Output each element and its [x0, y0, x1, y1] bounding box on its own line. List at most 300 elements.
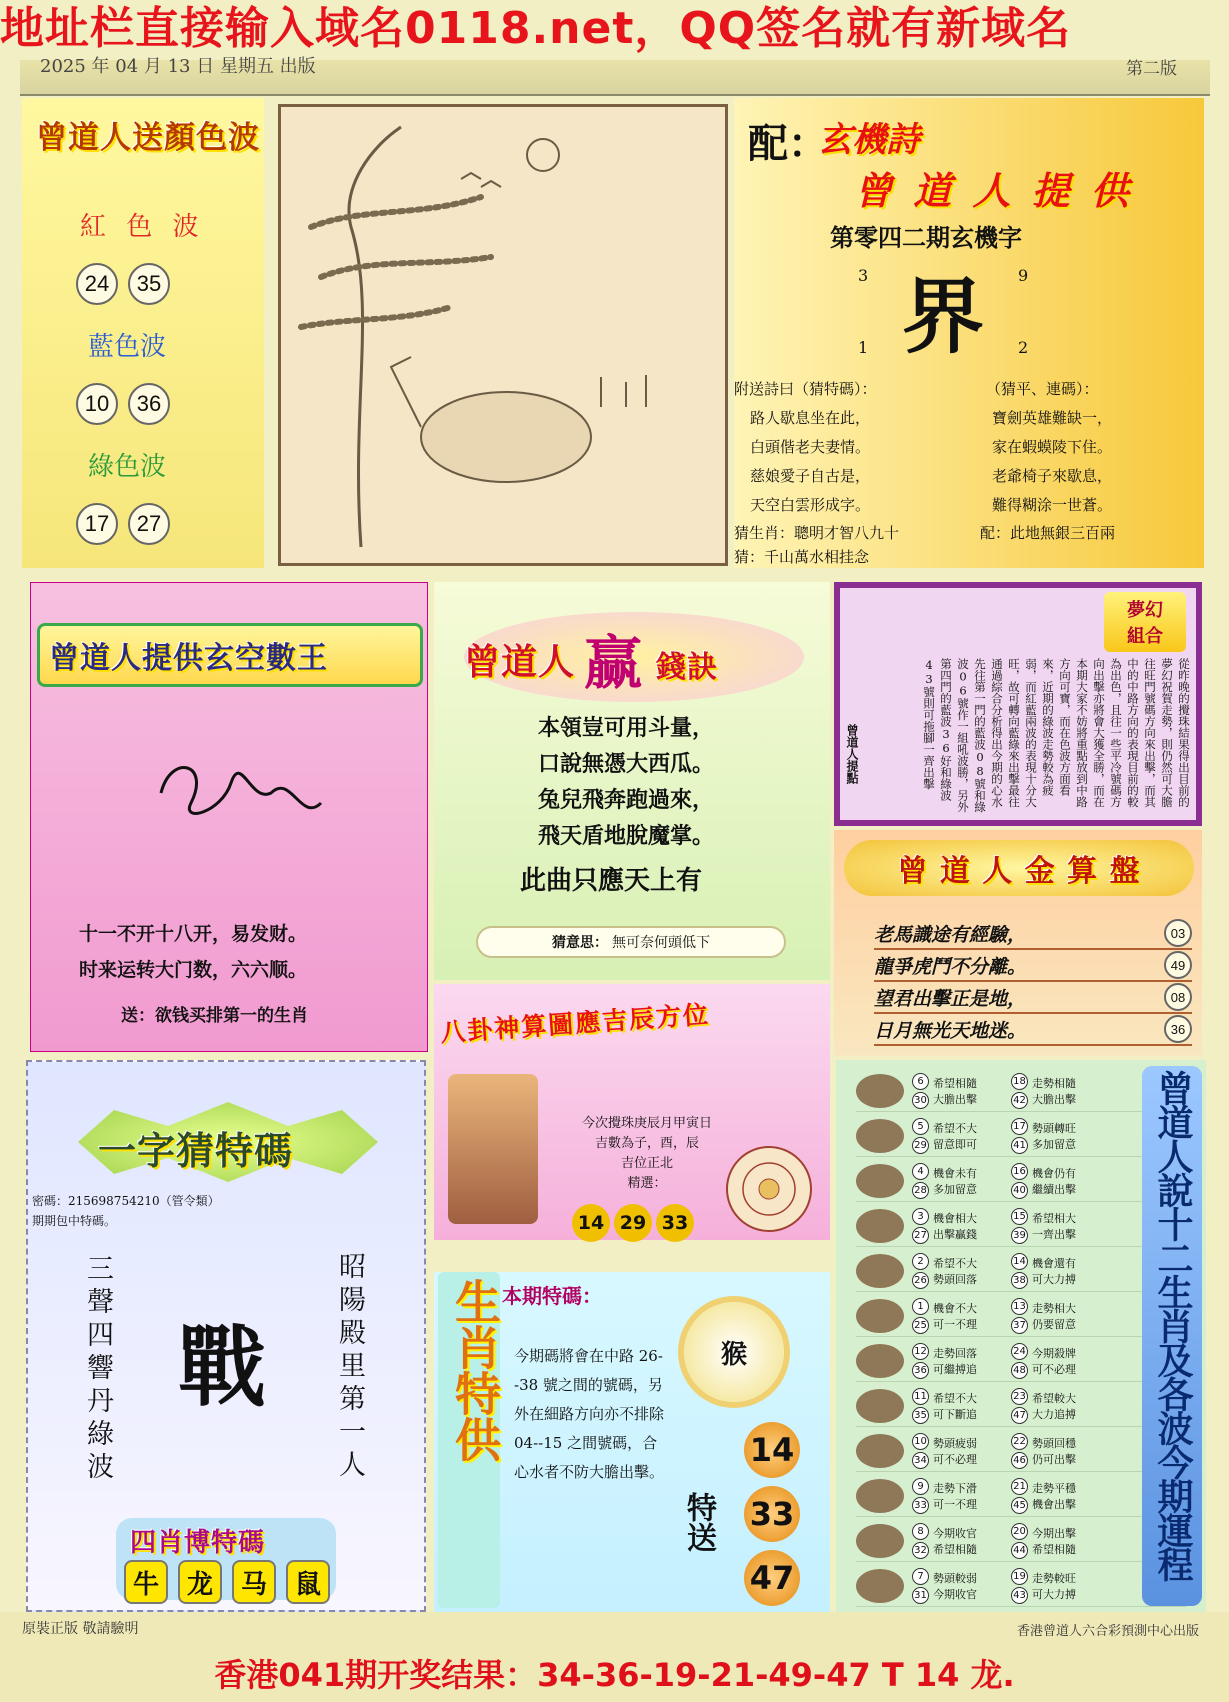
green-wave-label: 綠色波 [88, 452, 167, 482]
blue-wave-numbers [76, 383, 170, 425]
pick-ball: 14 [572, 1204, 610, 1242]
zodiac-nums [912, 1522, 929, 1560]
guess-panel [26, 1060, 426, 1612]
poem-right [992, 404, 1112, 520]
pei-line: 配：此地無銀三百兩 [980, 524, 1116, 542]
badge-line: 夢幻 [1127, 600, 1163, 621]
zodiac-text: 仍可出擊 [1032, 1452, 1076, 1466]
zodiac-row [856, 1250, 1186, 1292]
bagua-panel [434, 984, 830, 1240]
zodiac-box: 鼠 [286, 1560, 330, 1604]
zodiac-comment [933, 1570, 1003, 1602]
zodiac-nums [1011, 1522, 1028, 1560]
zodiac-nums [912, 1477, 929, 1515]
signature-icon [151, 733, 331, 843]
suanpan-text: 老馬識途有經驗， [874, 923, 1027, 946]
zodiac-num: 43 [1011, 1587, 1028, 1604]
zodiac-nums [1011, 1117, 1028, 1155]
zodiac-text: 機會還有 [1032, 1256, 1076, 1270]
pine-branches-icon [301, 197, 491, 327]
zodiac-text: 留意即可 [933, 1137, 977, 1151]
guess-zodiac: 猜生肖：聰明才智八九十 [734, 524, 900, 542]
yingqian-hint-box [476, 926, 786, 958]
zodiac-text: 可下斷追 [933, 1407, 977, 1421]
zodiac-comment [933, 1390, 1003, 1422]
zodiac-row [856, 1115, 1186, 1157]
special-ball: 33 [744, 1486, 800, 1542]
poem-left [750, 404, 870, 520]
suanpan-row [874, 982, 1192, 1014]
zodiac-text: 今期收官 [933, 1526, 977, 1540]
poem-line: 白頭偕老夫妻情。 [750, 438, 871, 456]
kongshu-panel [30, 582, 428, 1052]
special-ball: 47 [744, 1550, 800, 1606]
zodiac-box: 龙 [178, 1560, 222, 1604]
yingqian-poem [538, 710, 714, 854]
tree-trunk-icon [349, 127, 401, 547]
zodiac-nums [912, 1297, 929, 1335]
zodiac-box: 马 [232, 1560, 276, 1604]
guess-sub: 期期包中特碼。 [32, 1214, 117, 1228]
suanpan-rows [874, 918, 1192, 1046]
zodiac-nums [912, 1432, 929, 1470]
zodiac-num: 1 [912, 1298, 929, 1315]
kongshu-title: 曾道人提供玄空數王 [49, 641, 328, 676]
zodiac-num: 10 [912, 1433, 929, 1450]
poem-line: 老爺椅子來歇息， [992, 467, 1113, 485]
zodiac-num: 28 [912, 1182, 929, 1199]
zodiac-nums [912, 1162, 929, 1200]
corner-num-br: 2 [1018, 338, 1029, 357]
zodiac-text: 今期殺牌 [1032, 1346, 1076, 1360]
zodiac-comment [933, 1300, 1003, 1332]
zodiac-num: 38 [1011, 1272, 1028, 1289]
zodiac-num: 39 [1011, 1227, 1028, 1244]
zodiac-animal-icon [856, 1434, 904, 1468]
zodiac-animal-icon [856, 1479, 904, 1513]
kongshu-line3: 送：欲钱买排第一的生肖 [121, 1006, 308, 1026]
zodiac-nums [1011, 1207, 1028, 1245]
zodiac-text: 繼續出擊 [1032, 1182, 1076, 1196]
shengxiao-panel [434, 1272, 830, 1612]
zodiac-text: 希望相隨 [1032, 1542, 1076, 1556]
zodiac-num: 37 [1011, 1317, 1028, 1334]
zodiac-comment [1032, 1255, 1102, 1287]
zodiac-nums [1011, 1297, 1028, 1335]
zodiac-text: 今期出擊 [1032, 1526, 1076, 1540]
zodiac-text: 仍要留意 [1032, 1317, 1076, 1331]
zodiac-text: 希望相大 [1032, 1211, 1076, 1225]
zodiac-num: 35 [912, 1407, 929, 1424]
number-ball: 08 [1164, 983, 1192, 1011]
zodiac-num: 30 [912, 1092, 929, 1109]
guess-title: 一字猜特碼 [98, 1129, 294, 1173]
zodiac-text: 一齊出擊 [1032, 1227, 1076, 1241]
zodiac-comment [1032, 1075, 1102, 1107]
ink-painting [278, 104, 728, 566]
zodiac-text: 希望不大 [933, 1256, 977, 1270]
zodiac-row [856, 1295, 1186, 1337]
zodiac-text: 希望不大 [933, 1121, 977, 1135]
zodiac-num: 12 [912, 1343, 929, 1360]
zodiac-comment [933, 1255, 1003, 1287]
zodiac-text: 可大力搏 [1032, 1272, 1076, 1286]
zodiac-comment [1032, 1300, 1102, 1332]
shengxiao-balls [744, 1422, 800, 1614]
zodiac-animal-icon [856, 1209, 904, 1243]
zodiac-text: 走勢相隨 [1032, 1076, 1076, 1090]
number-ball: 49 [1164, 951, 1192, 979]
corner-num-bl: 1 [858, 338, 869, 357]
poem-line: 家在蝦蟆陵下住。 [992, 438, 1113, 456]
zodiac-comment [1032, 1435, 1102, 1467]
zodiac-text: 機會仍有 [1032, 1166, 1076, 1180]
zodiac-num: 7 [912, 1568, 929, 1585]
zodiac-num: 42 [1011, 1092, 1028, 1109]
zodiac-num: 9 [912, 1478, 929, 1495]
bagua-title: 八卦神算圖應吉辰方位 [439, 999, 711, 1048]
red-wave-label: 紅 色 波 [80, 212, 205, 242]
zodiac-text: 機會不大 [933, 1301, 977, 1315]
zodiac-num: 47 [1011, 1407, 1028, 1424]
guess-left-riddle: 三聲四響丹綠波 [82, 1254, 113, 1485]
zodiac-animal-icon [856, 1569, 904, 1603]
zodiac-animal-icon [856, 1119, 904, 1153]
zodiac-num: 34 [912, 1452, 929, 1469]
zodiac-comment [933, 1210, 1003, 1242]
xuanji-panel [734, 98, 1204, 568]
zodiac-num: 23 [1011, 1388, 1028, 1405]
zodiac-row [856, 1475, 1186, 1517]
zodiac-nums [912, 1387, 929, 1425]
zodiac-text: 希望相隨 [933, 1076, 977, 1090]
zodiac-text: 走勢相大 [1032, 1301, 1076, 1315]
publish-date: 2025 年 04 月 13 日 星期五 出版 [40, 56, 316, 77]
zodiac-nums [1011, 1432, 1028, 1470]
corner-num-tl: 3 [858, 266, 869, 285]
zodiac-text: 出擊贏錢 [933, 1227, 977, 1241]
special-animal: 猴 [684, 1302, 784, 1402]
zodiac-animal-icon [856, 1299, 904, 1333]
zodiac-animal-icon [856, 1254, 904, 1288]
poem-line: 寶劍英雄難缺一， [992, 409, 1113, 427]
guess-code: 密碼：215698754210（管令類） [32, 1194, 220, 1208]
zodiac-text: 走勢回落 [933, 1346, 977, 1360]
corner-num-tr: 9 [1018, 266, 1029, 285]
suanpan-row [874, 950, 1192, 982]
zodiac-comment [1032, 1210, 1102, 1242]
poem-line: 路人歇息坐在此， [750, 409, 871, 427]
zodiac-text: 可大力搏 [1032, 1587, 1076, 1601]
zodiac-nums [912, 1252, 929, 1290]
zodiac-nums [1011, 1072, 1028, 1110]
suanpan-panel [834, 830, 1202, 1056]
reeds-icon [601, 375, 646, 407]
zodiac-num: 22 [1011, 1433, 1028, 1450]
number-ball: 03 [1164, 919, 1192, 947]
draw-result: 香港041期开奖结果：34-36-19-21-49-47 T 14 龙. [214, 1656, 1015, 1694]
zodiac-comment [1032, 1120, 1102, 1152]
combo-credit: 曾道人提點 [845, 724, 859, 784]
badge-line: 組合 [1127, 626, 1163, 647]
pei-label: 配： [748, 120, 828, 167]
zodiac-comment [933, 1435, 1003, 1467]
bagua-text [562, 1114, 732, 1194]
zodiac-nums [912, 1567, 929, 1605]
pick-label: 精選： [627, 1176, 667, 1191]
poem-line: 口說無憑大西瓜。 [538, 751, 715, 777]
zodiac-nums [1011, 1342, 1028, 1380]
zodiac-row [856, 1160, 1186, 1202]
zodiac-num: 17 [1011, 1118, 1028, 1135]
poem-right-head: （猜平、連碼）： [986, 380, 1099, 398]
zodiac-num: 6 [912, 1073, 929, 1090]
zodiac-num: 40 [1011, 1182, 1028, 1199]
zodiac-num: 41 [1011, 1137, 1028, 1154]
yingqian-panel [434, 582, 830, 980]
kongshu-line1: 十一不开十八开，易发财。 [79, 923, 308, 945]
blue-wave-label: 藍色波 [88, 332, 167, 362]
zodiac-text: 勢頭轉旺 [1032, 1121, 1076, 1135]
bagua-line: 吉數為子，酉，辰 [594, 1136, 699, 1151]
footer-right: 香港曾道人六合彩預測中心出版 [1016, 1624, 1199, 1639]
zodiac-animal-icon [856, 1524, 904, 1558]
zodiac-text: 希望較大 [1032, 1391, 1076, 1405]
zodiac-row [856, 1430, 1186, 1472]
kongshu-line2: 时来运转大门数，六六顺。 [79, 959, 308, 981]
zodiac-comment [1032, 1165, 1102, 1197]
zodiac-num: 3 [912, 1208, 929, 1225]
zodiac-animal-icon [856, 1164, 904, 1198]
zodiac-text: 可一不理 [933, 1317, 977, 1331]
zodiac-num: 24 [1011, 1343, 1028, 1360]
zodiac-num: 15 [1011, 1208, 1028, 1225]
zodiac-num: 33 [912, 1497, 929, 1514]
yingqian-title-a: 曾道人 [464, 642, 576, 683]
bagua-picks [572, 1204, 694, 1242]
yingqian-title-b: 赢 [584, 629, 643, 697]
color-wave-title: 曾道人送顏色波 [36, 120, 260, 156]
zodiac-nums [912, 1072, 929, 1110]
poem-left-head: 附送詩曰（猜特碼）： [734, 380, 877, 398]
suanpan-row [874, 1014, 1192, 1046]
zodiac-panel [836, 1060, 1206, 1612]
zodiac-nums [1011, 1567, 1028, 1605]
zodiac-text: 今期收官 [933, 1587, 977, 1601]
zodiac-row [856, 1385, 1186, 1427]
zodiac-num: 26 [912, 1272, 929, 1289]
poem-line: 慈娘愛子自古是， [750, 467, 871, 485]
zodiac-side-title: 曾道人說十二生肖及各波今期運程 [1152, 1070, 1193, 1580]
general-on-horse-icon [448, 1074, 538, 1224]
four-zodiac-title: 四肖博特碼 [130, 1528, 266, 1558]
zodiac-num: 13 [1011, 1298, 1028, 1315]
zodiac-text: 希望不大 [933, 1391, 977, 1405]
moon-icon [527, 139, 559, 171]
zodiac-nums [1011, 1387, 1028, 1425]
zodiac-comment [1032, 1480, 1102, 1512]
pick-ball: 33 [656, 1204, 694, 1242]
zodiac-animal-icon [856, 1074, 904, 1108]
zodiac-text: 走勢較旺 [1032, 1571, 1076, 1585]
zodiac-comment [1032, 1570, 1102, 1602]
zodiac-num: 21 [1011, 1478, 1028, 1495]
shengxiao-send: 特送 [681, 1492, 716, 1552]
red-wave-numbers [76, 263, 170, 305]
zodiac-num: 48 [1011, 1362, 1028, 1379]
zodiac-text: 可不必理 [1032, 1362, 1076, 1376]
zodiac-text: 勢頭較弱 [933, 1571, 977, 1585]
shengxiao-title: 生肖特供 [448, 1278, 502, 1462]
number-ball: 27 [128, 503, 170, 545]
guess-character: 戰 [178, 1315, 267, 1419]
sheep-icon [421, 392, 591, 482]
suanpan-text: 日月無光天地迷。 [874, 1019, 1027, 1042]
bagua-line: 今次攪珠庚辰月甲寅日 [581, 1116, 712, 1131]
zodiac-num: 32 [912, 1542, 929, 1559]
zodiac-num: 20 [1011, 1523, 1028, 1540]
number-ball: 36 [128, 383, 170, 425]
zodiac-text: 多加留意 [1032, 1137, 1076, 1151]
combo-badge [1104, 592, 1186, 652]
pick-ball: 29 [614, 1204, 652, 1242]
zodiac-text: 機會未有 [933, 1166, 977, 1180]
shengxiao-body: 今期碼將會在中路 26--38 號之間的號碼，另外在細路方向亦不排除 04--15 之間號碼，合心水者不防大膽出擊。 [514, 1347, 665, 1481]
zodiac-row [856, 1520, 1186, 1562]
hint-label: 猜意思： [552, 935, 608, 951]
issue-label: 第零四二期玄機字 [830, 223, 1022, 252]
suanpan-title: 曾 道 人 金 算 盤 [897, 854, 1141, 889]
zodiac-comment [933, 1165, 1003, 1197]
zodiac-comment [933, 1120, 1003, 1152]
poem-line: 天空白雲形成字。 [750, 496, 871, 514]
zodiac-num: 4 [912, 1163, 929, 1180]
zodiac-nums [1011, 1477, 1028, 1515]
zodiac-row [856, 1205, 1186, 1247]
provider-title: 曾 道 人 提 供 [854, 169, 1133, 213]
domain-banner: 地址栏直接输入域名0118.net，QQ签名就有新域名 [0, 3, 1072, 54]
yingqian-tail: 此曲只應天上有 [520, 866, 703, 896]
zodiac-comment [933, 1525, 1003, 1557]
suanpan-row [874, 918, 1192, 950]
mystery-character: 界 [902, 269, 985, 365]
hint-text: 無可奈何頭低下 [612, 935, 710, 951]
zodiac-comment [933, 1345, 1003, 1377]
zodiac-text: 大膽出擊 [933, 1092, 977, 1106]
poem-line: 兔兒飛奔跑過來， [538, 787, 715, 813]
zodiac-num: 36 [912, 1362, 929, 1379]
number-ball: 36 [1164, 1015, 1192, 1043]
number-ball: 24 [76, 263, 118, 305]
guess-line: 猜：千山萬水相挂念 [734, 548, 870, 566]
four-zodiac-list [124, 1560, 340, 1604]
zodiac-text: 勢頭疲弱 [933, 1436, 977, 1450]
zodiac-nums [912, 1117, 929, 1155]
edition-label: 第二版 [1126, 59, 1177, 79]
poem-line: 飛天盾地脫魔掌。 [538, 823, 715, 849]
special-ball: 14 [744, 1422, 800, 1478]
zodiac-box: 牛 [124, 1560, 168, 1604]
zodiac-num: 2 [912, 1253, 929, 1270]
zodiac-num: 5 [912, 1118, 929, 1135]
number-ball: 10 [76, 383, 118, 425]
footer-left: 原裝正版 敬請驗明 [22, 1621, 139, 1637]
xuanji-title: 玄機詩 [818, 120, 920, 160]
zodiac-comment [1032, 1390, 1102, 1422]
zodiac-num: 19 [1011, 1568, 1028, 1585]
zodiac-text: 可一不理 [933, 1497, 977, 1511]
zodiac-num: 16 [1011, 1163, 1028, 1180]
zodiac-comment [933, 1480, 1003, 1512]
zodiac-num: 27 [912, 1227, 929, 1244]
yingqian-title-c: 錢訣 [656, 650, 718, 685]
zodiac-num: 8 [912, 1523, 929, 1540]
zodiac-row [856, 1340, 1186, 1382]
combo-panel [834, 582, 1202, 826]
zodiac-nums [1011, 1252, 1028, 1290]
zodiac-text: 機會出擊 [1032, 1497, 1076, 1511]
zodiac-num: 11 [912, 1388, 929, 1405]
zodiac-text: 希望相隨 [933, 1542, 977, 1556]
zodiac-text: 機會相大 [933, 1211, 977, 1225]
zodiac-text: 勢頭回落 [933, 1272, 977, 1286]
zodiac-comment [933, 1075, 1003, 1107]
zodiac-comment [1032, 1525, 1102, 1557]
color-wave-panel [22, 98, 264, 568]
zodiac-nums [912, 1342, 929, 1380]
suanpan-text: 龍爭虎鬥不分離。 [874, 955, 1027, 978]
zodiac-num: 14 [1011, 1253, 1028, 1270]
zodiac-num: 31 [912, 1587, 929, 1604]
zodiac-text: 走勢下滑 [933, 1481, 977, 1495]
zodiac-num: 44 [1011, 1542, 1028, 1559]
birds-icon [461, 173, 501, 187]
zodiac-num: 25 [912, 1317, 929, 1334]
suanpan-text: 望君出擊正是地， [874, 987, 1027, 1010]
zodiac-text: 走勢平穩 [1032, 1481, 1076, 1495]
number-ball: 17 [76, 503, 118, 545]
zodiac-nums [1011, 1162, 1028, 1200]
zodiac-text: 多加留意 [933, 1182, 977, 1196]
bagua-line: 吉位正北 [620, 1156, 673, 1171]
zodiac-text: 大力追搏 [1032, 1407, 1076, 1421]
zodiac-nums [912, 1207, 929, 1245]
zodiac-text: 可不必理 [933, 1452, 977, 1466]
zodiac-row [856, 1565, 1186, 1607]
combo-text: 從昨晚的攪珠結果得出目前的夢幻祝賀走勢，則仍然可大膽往旺門號碼方向來出擊，而其中的中路方向的表現目前的較為出色，且往一些平冷號碼方向出擊亦將會大獲全勝，而在本期大家不妨將重點放到中路方向可寶，而在色波方面看來，近期的綠波走勢較為疲弱，而紅藍兩波的表現十分大旺，故可轉向藍綠來出擊最往通過綜合分析得出今期的心水先往第一門的藍波08號和綠波06號作一組吼波勝，另外第四門的藍波36好和綠波43號則可拖腳一齊出擊 [922, 658, 1191, 813]
poem-line: 本領豈可用斗量， [538, 715, 715, 741]
shengxiao-sub: 本期特碼： [502, 1284, 602, 1308]
green-wave-numbers [76, 503, 170, 545]
zodiac-num: 46 [1011, 1452, 1028, 1469]
poem-line: 難得糊涂一世蒼。 [992, 496, 1113, 514]
suanpan-title-bar [844, 840, 1194, 896]
zodiac-text: 勢頭回穩 [1032, 1436, 1076, 1450]
zodiac-text: 大膽出擊 [1032, 1092, 1076, 1106]
zodiac-comment [1032, 1345, 1102, 1377]
bagua-wheel-icon [724, 1144, 814, 1234]
zodiac-animal-icon [856, 1344, 904, 1378]
zodiac-row [856, 1070, 1186, 1112]
painting-illustration [281, 107, 725, 563]
guess-right-riddle: 昭陽殿里第一人 [334, 1252, 365, 1483]
zodiac-animal-icon [856, 1389, 904, 1423]
zodiac-num: 45 [1011, 1497, 1028, 1514]
number-ball: 35 [128, 263, 170, 305]
zodiac-text: 可繼搏追 [933, 1362, 977, 1376]
goat-icon [391, 357, 421, 427]
zodiac-num: 18 [1011, 1073, 1028, 1090]
